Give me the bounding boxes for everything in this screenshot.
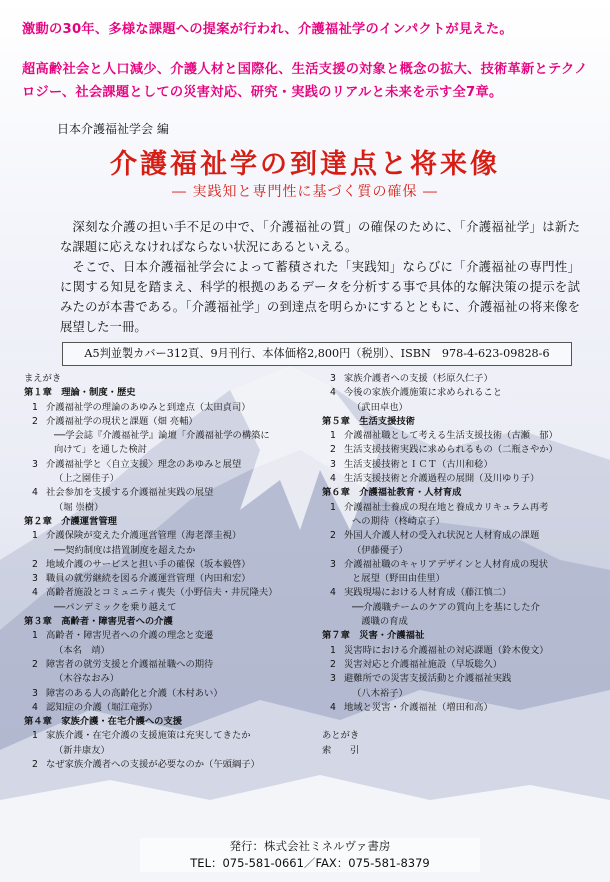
toc-item-title: 家族介護者への支援（杉原久仁子）	[344, 373, 493, 384]
toc-item-title: 高齢者施設とコミュニティ喪失（小野信夫・井尻隆夫）	[46, 587, 278, 599]
description-paragraph: 深刻な介護の担い手不足の中で、「介護福祉の質」の確保のために、「介護福祉学」は新たな課題に応えなければならない状況にあるといえる。	[60, 219, 580, 254]
toc-item-title: 認知症の介護（堀江竜弥）	[46, 701, 158, 713]
toc-item-number: 1	[330, 644, 336, 656]
toc-item-number: 4	[330, 387, 336, 399]
toc-right-column	[322, 372, 604, 758]
toc-item	[24, 687, 324, 701]
toc-item-title: 介護保険が変えた介護運営管理（海老澤圭視）	[46, 530, 242, 542]
toc-chapter-heading: 第６章 介護福祉教育・人材育成	[322, 487, 462, 499]
toc-chapter-heading: 第１章 理論・制度・歴史	[24, 387, 136, 399]
description-paragraph: そこで、日本介護福祉学会によって蓄積された「実践知」ならびに「介護福祉の専門性」に関する知見を踏まえ、科学的根拠のあるデータを分析する事で具体的な解決策の提示を試みたのが本書である。「介護福祉学」の到達点を明らかにするとともに、介護福祉の将来像を展望した一冊。	[60, 259, 580, 334]
toc-item-number: 1	[330, 501, 336, 513]
toc-item	[24, 486, 324, 500]
toc-item-number: 4	[330, 587, 336, 599]
toc-item-number: 2	[330, 530, 336, 542]
toc-item-number: 4	[32, 701, 38, 713]
toc-item-title: 介護福祉士養成の現在地と養成カリキュラム再考	[344, 501, 549, 513]
toc-item	[322, 443, 604, 457]
toc-item-title: 家族介護・在宅介護の支援施策は充実してきたか	[46, 730, 251, 742]
toc-item-continuation: ──学会誌『介護福祉学』論壇「介護福祉学の構築に	[54, 430, 270, 442]
toc-item-continuation: （堀 崇樹）	[54, 501, 104, 513]
toc-item-number: 3	[330, 558, 336, 570]
toc-item	[322, 529, 604, 543]
toc-item-number: 3	[330, 373, 336, 384]
book-subtitle: ― 実践知と専門性に基づく質の確保 ―	[172, 184, 438, 200]
toc-item-number: 3	[330, 673, 336, 685]
book-title: 介護福祉学の到達点と将来像	[110, 149, 500, 180]
toc-item-number: 1	[32, 630, 38, 642]
toc-item	[24, 529, 324, 543]
toc-item-number: 4	[32, 487, 38, 499]
toc-chapter-heading: 第７章 災害・介護福祉	[322, 630, 425, 642]
tagline: 激動の30年、多様な課題への提案が行われ、介護福祉学のインパクトが見えた。	[22, 22, 513, 37]
toc-item-title: 介護福祉職として考える生活支援技術（古瀬 郁）	[344, 430, 558, 442]
toc-item-number: 2	[330, 444, 336, 456]
toc-item	[322, 386, 604, 400]
toc-item-number: 1	[32, 530, 38, 542]
toc-item	[24, 458, 324, 472]
toc-front-back-matter: あとがき	[322, 730, 360, 742]
toc-item	[322, 429, 604, 443]
toc-item-continuation: （八木裕子）	[352, 687, 408, 699]
toc-item-number: 4	[330, 701, 336, 713]
toc-item-title: 障害のある人の高齢化と介護（木村あい）	[46, 687, 223, 699]
toc-item	[322, 586, 604, 600]
toc-item	[24, 558, 324, 572]
toc-item-number: 2	[32, 759, 38, 771]
toc-item-title: なぜ家族介護者への支援が必要なのか（午頭綱子）	[46, 759, 260, 771]
publisher-info	[140, 838, 480, 872]
toc-item	[322, 372, 604, 386]
toc-item-continuation: ──契約制度は措置制度を超えたか	[54, 544, 196, 556]
toc-item-title: 地域介護のサービスと担い手の確保（坂本毅啓）	[46, 558, 251, 570]
toc-item-title: 災害対応と介護福祉施設（早坂聡久）	[344, 658, 503, 670]
toc-item	[24, 572, 324, 586]
toc-chapter-heading: 第２章 介護運営管理	[24, 515, 117, 527]
toc-spacer	[322, 715, 604, 729]
toc-item-title: 社会参加を支援する介護福祉実践の展望	[46, 487, 214, 499]
toc-item-title: 生活支援技術実践に求められるもの（二瓶さやか）	[344, 444, 558, 456]
publisher-contact: TEL：075-581-0661／FAX：075-581-8379	[190, 856, 430, 870]
book-description	[60, 217, 580, 337]
editor: 日本介護福祉学会 編	[57, 122, 169, 136]
toc-item-title: 生活支援技術と介護過程の展開（及川ゆり子）	[344, 473, 540, 485]
toc-item-continuation: （新井康友）	[54, 744, 110, 756]
toc-item	[322, 501, 604, 515]
toc-item-continuation: ──介護職チームのケアの質向上を基にした介	[352, 601, 540, 613]
toc-item	[322, 658, 604, 672]
summary: 超高齢社会と人口減少、介護人材と国際化、生活支援の対象と概念の拡大、技術革新とテクノロジー、社会課題としての災害対応、研究・実践のリアルと未来を示す全7章。	[22, 62, 588, 100]
toc-item	[322, 701, 604, 715]
toc-item-number: 2	[32, 415, 38, 427]
toc-item-title: 生活支援技術とＩＣＴ（古川和稔）	[344, 458, 493, 470]
toc-item-number: 3	[330, 458, 336, 470]
toc-item-continuation: 護職の育成	[352, 616, 408, 628]
toc-item-continuation: と展望（野田由佳里）	[352, 573, 445, 585]
toc-item	[24, 758, 324, 772]
toc-item-title: 高齢者・障害児者への介護の理念と変遷	[46, 630, 214, 642]
publisher-name: 発行：株式会社ミネルヴァ書房	[229, 839, 391, 853]
toc-item	[24, 658, 324, 672]
toc-item-title: 今後の家族介護施策に求められること	[344, 387, 503, 399]
toc-item-title: 地域と災害・介護福祉（増田和高）	[344, 701, 493, 713]
toc-item-title: 介護福祉学の理論のあゆみと到達点（太田貞司）	[46, 401, 251, 413]
toc-item-title: 介護福祉学の現状と課題（畑 亮輔）	[46, 415, 198, 427]
toc-item-continuation: （上之園佳子）	[54, 473, 120, 485]
toc-chapter-heading: 第４章 家族介護・在宅介護への支援	[24, 716, 183, 728]
toc-item-continuation: への期待（柊崎京子）	[352, 515, 445, 527]
toc-item-title: 災害時における介護福祉の対応課題（鈴木俊文）	[344, 644, 549, 656]
toc-item	[322, 644, 604, 658]
toc-left-column	[24, 372, 324, 772]
toc-item-continuation: （伊藤優子）	[352, 544, 408, 556]
toc-item	[322, 458, 604, 472]
toc-front-back-matter: まえがき	[24, 373, 62, 384]
toc-item-continuation: （武田卓也）	[352, 401, 408, 413]
toc-item-number: 3	[32, 687, 38, 699]
toc-item-continuation: ──パンデミックを乗り越えて	[54, 601, 177, 613]
book-specs: A5判並製カバー312頁、9月刊行、本体価格2,800円（税別）、ISBN 978-4-623-09828-6	[62, 342, 572, 366]
toc-item	[322, 672, 604, 686]
toc-item	[322, 558, 604, 572]
toc-item-title: 障害者の就労支援と介護福祉職への期待	[46, 658, 214, 670]
toc-item	[24, 415, 324, 429]
toc-item-number: 4	[32, 587, 38, 599]
toc-item-title: 実践現場における人材育成（藤江慎二）	[344, 587, 512, 599]
toc-item-number: 2	[330, 658, 336, 670]
toc-item	[24, 729, 324, 743]
toc-item-title: 介護福祉学と〈自立支援〉理念のあゆみと展望	[46, 458, 242, 470]
toc-item-title: 職員の就労継続を図る介護運営管理（内田和宏）	[46, 573, 251, 585]
toc-item	[24, 401, 324, 415]
toc-item-number: 4	[330, 473, 336, 485]
toc-front-back-matter: 索 引	[322, 744, 360, 756]
toc-item-number: 3	[32, 458, 38, 470]
toc-item-continuation: （本名 靖）	[54, 644, 110, 656]
toc-item	[322, 472, 604, 486]
toc-item-continuation: （木谷なおみ）	[54, 673, 120, 685]
toc-item-number: 1	[330, 430, 336, 442]
toc-chapter-heading: 第５章 生活支援技術	[322, 415, 415, 427]
toc-item-title: 避難所での災害支援活動と介護福祉実践	[344, 673, 512, 685]
toc-item-title: 介護福祉職のキャリアデザインと人材育成の現状	[344, 558, 548, 570]
toc-item-title: 外国人介護人材の受入れ状況と人材育成の課題	[344, 530, 540, 542]
toc-chapter-heading: 第３章 高齢者・障害児者への介護	[24, 616, 173, 628]
toc-item-number: 1	[32, 730, 38, 742]
toc-item-number: 3	[32, 573, 38, 585]
toc-item	[24, 586, 324, 600]
toc-item	[24, 701, 324, 715]
toc-item-number: 2	[32, 658, 38, 670]
toc-item-number: 2	[32, 558, 38, 570]
toc-item-number: 1	[32, 401, 38, 413]
toc-item	[24, 629, 324, 643]
toc-item-continuation: 向けて」を通した検討	[54, 444, 147, 456]
